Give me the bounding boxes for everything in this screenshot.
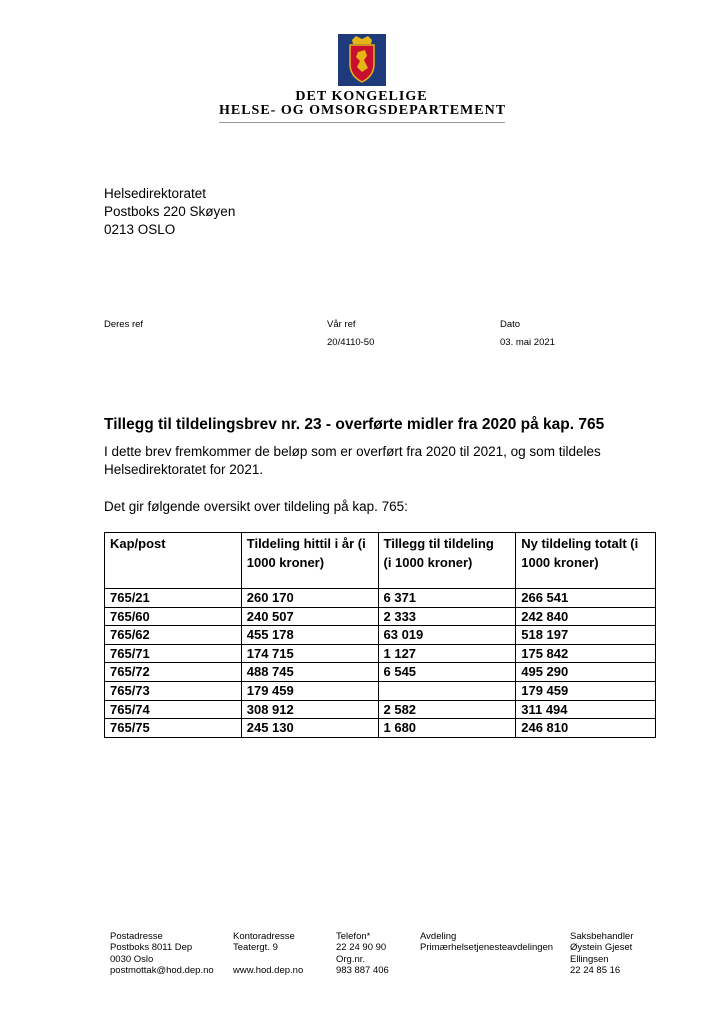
cell-tillegg: 6 371 — [378, 589, 516, 608]
table-row — [105, 626, 656, 645]
cell-kap-post: 765/72 — [105, 663, 242, 682]
cell-hittil: 488 745 — [241, 663, 378, 682]
header-ny-tildeling: Ny tildeling totalt (i 1000 kroner) — [516, 533, 656, 589]
cell-tillegg: 2 582 — [378, 700, 516, 719]
email-link[interactable]: postmottak@hod.dep.no — [110, 964, 214, 976]
intro-paragraph — [104, 443, 601, 479]
cell-tillegg: 63 019 — [378, 626, 516, 645]
cell-hittil: 179 459 — [241, 681, 378, 700]
cell-ny-total: 266 541 — [516, 589, 656, 608]
deres-ref-label: Deres ref — [104, 319, 144, 330]
cell-kap-post: 765/60 — [105, 607, 242, 626]
table-row — [105, 644, 656, 663]
cell-kap-post: 765/62 — [105, 626, 242, 645]
header-tillegg: Tillegg til tildeling (i 1000 kroner) — [378, 533, 516, 589]
var-ref-label: Vår ref — [327, 319, 356, 330]
date-label: Dato — [500, 319, 521, 330]
cell-tillegg: 1 680 — [378, 719, 516, 738]
cell-hittil: 260 170 — [241, 589, 378, 608]
cell-hittil: 174 715 — [241, 644, 378, 663]
website-link[interactable]: www.hod.dep.no — [233, 964, 304, 976]
cell-ny-total: 495 290 — [516, 663, 656, 682]
header-kap-post: Kap/post — [105, 533, 242, 589]
footer-phone: Telefon* 22 24 90 90 Org.nr. 983 887 406 — [336, 931, 389, 976]
cell-hittil: 308 912 — [241, 700, 378, 719]
cell-tillegg: 2 333 — [378, 607, 516, 626]
date-value: 03. mai 2021 — [500, 337, 555, 348]
letter-title: Tillegg til tildelingsbrev nr. 23 - overførte midler fra 2020 på kap. 765 — [104, 416, 605, 433]
recipient-name: Helsedirektoratet — [104, 186, 207, 201]
department-name-line2: HELSE- OG OMSORGSDEPARTEMENT — [218, 103, 507, 118]
table-header-row — [105, 533, 656, 589]
cell-tillegg — [378, 681, 516, 700]
recipient-street: Postboks 220 Skøyen — [104, 204, 236, 219]
cell-ny-total: 179 459 — [516, 681, 656, 700]
cell-ny-total: 518 197 — [516, 626, 656, 645]
cell-hittil: 455 178 — [241, 626, 378, 645]
intro-line-2: Helsedirektoratet for 2021. — [104, 462, 264, 477]
header-tildeling-hittil: Tildeling hittil i år (i 1000 kroner) — [241, 533, 378, 589]
cell-kap-post: 765/21 — [105, 589, 242, 608]
table-row — [105, 700, 656, 719]
recipient-address — [104, 185, 235, 239]
overview-paragraph: Det gir følgende oversikt over tildeling på kap. 765: — [104, 499, 408, 514]
department-name-line1: DET KONGELIGE — [295, 89, 428, 104]
cell-kap-post: 765/75 — [105, 719, 242, 738]
table-row — [105, 589, 656, 608]
cell-kap-post: 765/71 — [105, 644, 242, 663]
footer-office-address: Kontoradresse Teatergt. 9 www.hod.dep.no — [233, 931, 304, 976]
cell-ny-total: 242 840 — [516, 607, 656, 626]
table-row — [105, 681, 656, 700]
var-ref-value: 20/4110-50 — [327, 337, 375, 348]
cell-hittil: 240 507 — [241, 607, 378, 626]
footer-case-officer: Saksbehandler Øystein Gjeset Ellingsen 22 24 85 16 — [570, 931, 634, 976]
recipient-city: 0213 OSLO — [104, 222, 176, 237]
cell-ny-total: 311 494 — [516, 700, 656, 719]
cell-ny-total: 175 842 — [516, 644, 656, 663]
cell-kap-post: 765/73 — [105, 681, 242, 700]
cell-hittil: 245 130 — [241, 719, 378, 738]
allocation-table — [104, 532, 656, 738]
cell-kap-post: 765/74 — [105, 700, 242, 719]
footer-postal-address: Postadresse Postboks 8011 Dep 0030 Oslo postmottak@hod.dep.no — [110, 931, 214, 976]
cell-ny-total: 246 810 — [516, 719, 656, 738]
cell-tillegg: 1 127 — [378, 644, 516, 663]
header-divider — [219, 122, 505, 123]
table-row — [105, 663, 656, 682]
table-row — [105, 607, 656, 626]
table-row — [105, 719, 656, 738]
coat-of-arms-logo — [338, 34, 386, 86]
cell-tillegg: 6 545 — [378, 663, 516, 682]
footer-department: Avdeling Primærhelsetjenesteavdelingen — [420, 931, 554, 954]
intro-line-1: I dette brev fremkommer de beløp som er overført fra 2020 til 2021, og som tildeles — [104, 444, 601, 459]
